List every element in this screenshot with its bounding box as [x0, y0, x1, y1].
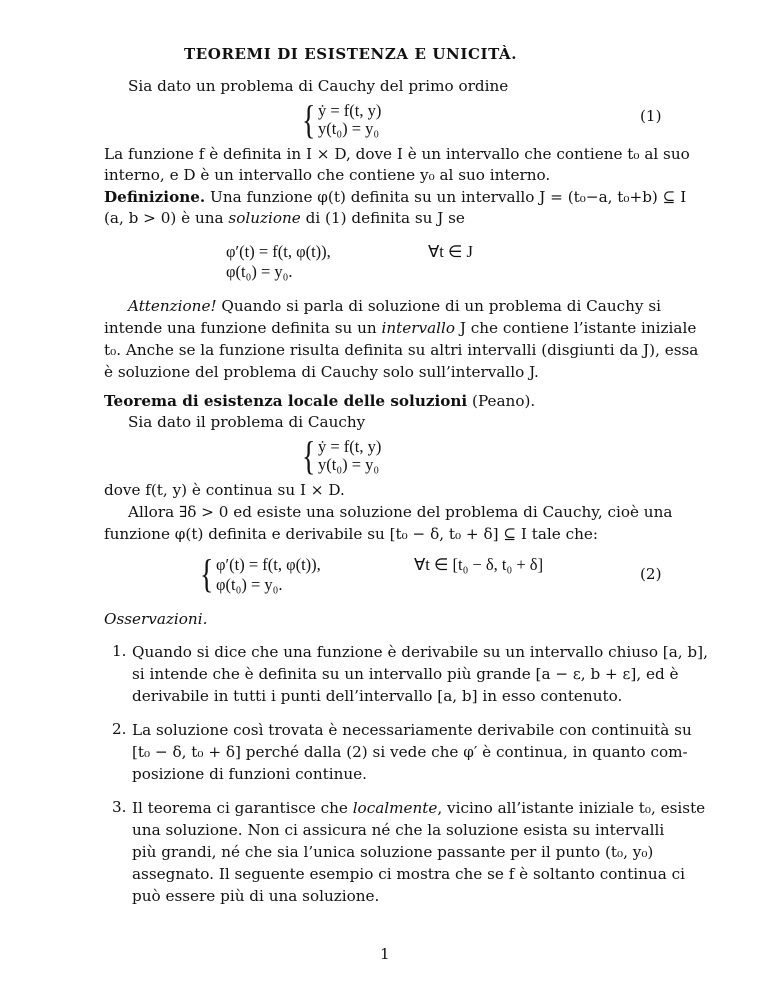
attention-line4: è soluzione del problema di Cauchy solo sull’intervallo J. [104, 363, 539, 381]
observation-2-line2: [t₀ − δ, t₀ + δ] perché dalla (2) si vede che φ′ è continua, in quanto com- [132, 743, 688, 761]
eq-thm-line2: y(t₀) = y₀ [318, 455, 380, 474]
observation-1-line2: si intende che è definita su un intervallo più grande [a − ε, b + ε], ed è [132, 665, 679, 683]
eq2-forall: ∀t ∈ [t₀ − δ, t₀ + δ] [414, 555, 544, 574]
definition-text-2b: di (1) definita su J se [300, 209, 465, 227]
eq2-line1: φ′(t) = f(t, φ(t)), [216, 555, 321, 574]
observations-label: Osservazioni. [104, 610, 208, 628]
para1-line1: La funzione f è definita in I × D, dove I è un intervallo che contiene t₀ al suo [104, 145, 690, 163]
definition-line2 [104, 208, 465, 228]
definition-text-1: Una funzione φ(t) definita su un intervallo J = (t₀−a, t₀+b) ⊆ I [205, 188, 687, 206]
observation-3-emphasis: localmente [352, 799, 438, 817]
observation-3-line1 [132, 798, 705, 818]
definition-text-2a: (a, b > 0) è una [104, 209, 229, 227]
eq-thm-line1: ẏ = f(t, y) [318, 437, 382, 456]
theorem-text-2: Allora ∃δ > 0 ed esiste una soluzione del problema di Cauchy, cioè una [128, 503, 673, 521]
def-eq-forall: ∀t ∈ J [428, 242, 473, 261]
observation-3-text-b: , vicino all’istante iniziale t₀, esiste [437, 799, 706, 817]
theorem-heading [104, 391, 535, 411]
theorem-attribution: (Peano). [467, 392, 536, 410]
attention-line2 [104, 318, 696, 338]
observation-number-1: 1. [112, 642, 127, 660]
eq1-line1: ẏ = f(t, y) [318, 101, 382, 120]
attention-label: Attenzione! [128, 297, 217, 315]
attention-emphasis: intervallo [381, 319, 456, 337]
intro-text: Sia dato un problema di Cauchy del primo ordine [128, 77, 509, 95]
observation-3-line2: una soluzione. Non ci assicura né che la soluzione esista su intervalli [132, 821, 665, 839]
system-brace: { [302, 97, 316, 142]
observation-2-line1: La soluzione così trovata è necessariamente derivabile con continuità su [132, 721, 692, 739]
observation-2-line3: posizione di funzioni continue. [132, 765, 367, 783]
observation-3-text-a: Il teorema ci garantisce che [132, 799, 353, 817]
attention-line1 [128, 296, 661, 316]
observation-1-line3: derivabile in tutti i punti dell’intervallo [a, b] in esso contenuto. [132, 687, 623, 705]
theorem-text-1: dove f(t, y) è continua su I × D. [104, 481, 345, 499]
definition-emphasis: soluzione [228, 209, 301, 227]
def-eq-line1: φ′(t) = f(t, φ(t)), [226, 242, 331, 261]
observation-3-line5: può essere più di una soluzione. [132, 887, 380, 905]
observation-number-2: 2. [112, 720, 127, 738]
attention-text-1: Quando si parla di soluzione di un problema di Cauchy si [216, 297, 661, 315]
definition-label: Definizione. [104, 188, 206, 206]
attention-line3: t₀. Anche se la funzione risulta definita su altri intervalli (disgiunti da J), essa [104, 341, 699, 359]
equation-number-2: (2) [640, 565, 662, 583]
system-brace-3: { [200, 551, 214, 596]
theorem-intro: Sia dato il problema di Cauchy [128, 413, 366, 431]
observation-3-line3: più grandi, né che sia l’unica soluzione passante per il punto (t₀, y₀) [132, 843, 654, 861]
eq2-line2: φ(t₀) = y₀. [216, 575, 283, 594]
page-number: 1 [380, 945, 390, 963]
equation-number-1: (1) [640, 107, 662, 125]
theorem-text-3: funzione φ(t) definita e derivabile su [t₀ − δ, t₀ + δ] ⊆ I tale che: [104, 525, 598, 543]
definition-line1 [104, 187, 686, 207]
para1-line2: interno, e D è un intervallo che contiene y₀ al suo interno. [104, 166, 551, 184]
observation-3-line4: assegnato. Il seguente esempio ci mostra che se f è soltanto continua ci [132, 865, 685, 883]
eq1-line2: y(t₀) = y₀ [318, 119, 380, 138]
observation-number-3: 3. [112, 798, 127, 816]
attention-text-2a: intende una funzione definita su un [104, 319, 382, 337]
observation-1-line1: Quando si dice che una funzione è derivabile su un intervallo chiuso [a, b], [132, 643, 708, 661]
page-title: TEOREMI DI ESISTENZA E UNICITÀ. [184, 45, 518, 63]
system-brace-2: { [302, 433, 316, 478]
def-eq-line2: φ(t₀) = y₀. [226, 262, 293, 281]
attention-text-2b: J che contiene l’istante iniziale [455, 319, 697, 337]
theorem-label: Teorema di esistenza locale delle soluzioni [104, 392, 468, 410]
